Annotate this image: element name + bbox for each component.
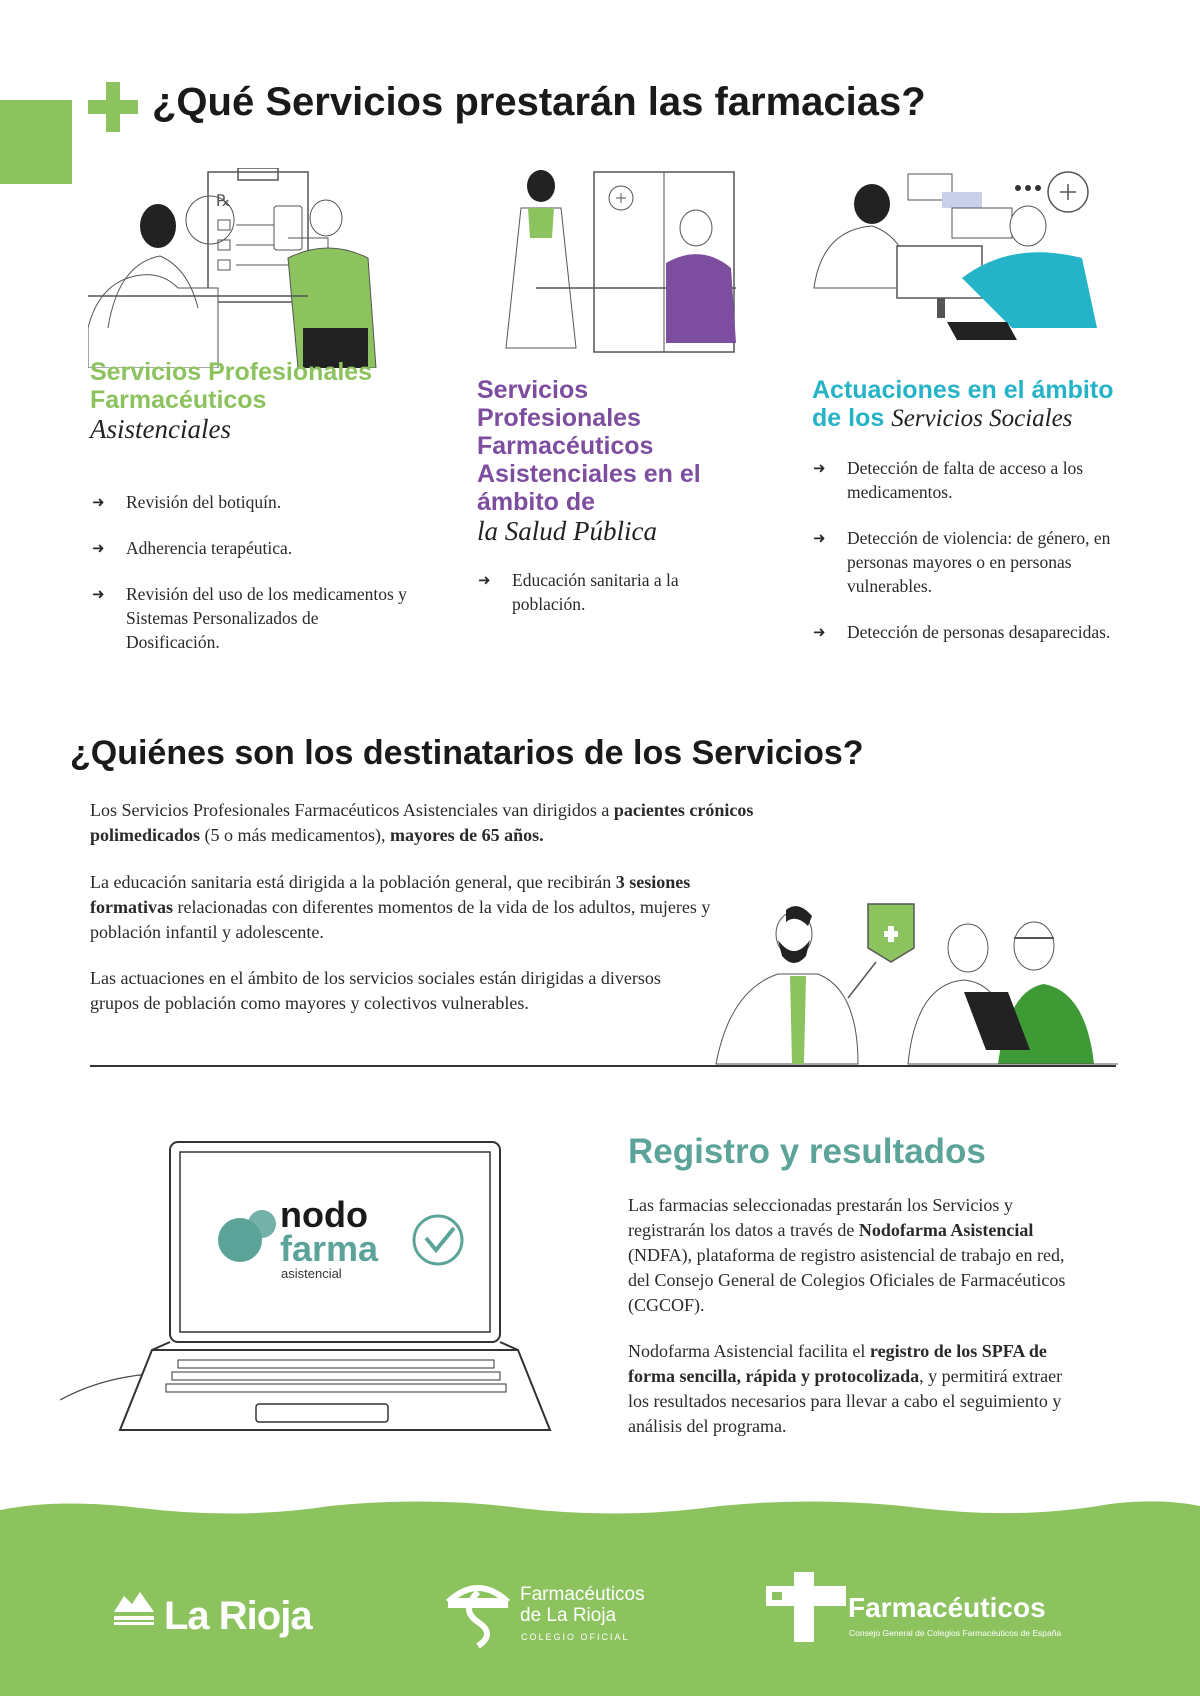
column-3-heading-bold: Actuaciones en el ámbito de los	[812, 376, 1114, 432]
arrow-icon: ➜	[92, 585, 105, 603]
recipients-title: ¿Quiénes son los destinatarios de los Servicios?	[70, 734, 864, 772]
column-3-heading-italic: Servicios Sociales	[891, 405, 1073, 432]
cgcof-emblem-icon	[766, 1572, 846, 1642]
section-divider	[90, 1065, 1116, 1067]
column-1-heading-bold: Servicios Profesionales Farmacéuticos	[90, 358, 373, 414]
column-1-list	[92, 490, 412, 676]
column-1-heading	[90, 358, 390, 444]
recipients-paragraph-1: Los Servicios Profesionales Farmacéuticos Asistenciales van dirigidos a pacientes crónicos polimedicados (5 o más medicamentos), mayores de 65 años.	[90, 800, 754, 845]
nodofarma-logo-line2: farma	[280, 1228, 379, 1269]
colegio-logo-line3: COLEGIO OFICIAL	[521, 1632, 630, 1642]
column-3-heading	[812, 376, 1142, 433]
list-item: ➜ Detección de violencia: de género, en personas mayores o en personas vulnerables.	[813, 528, 1111, 596]
arrow-icon: ➜	[92, 539, 105, 557]
colegio-logo-line1: Farmacéuticos	[520, 1584, 645, 1605]
arrow-icon: ➜	[813, 529, 826, 547]
registro-title: Registro y resultados	[628, 1132, 986, 1171]
laptop-illustration	[60, 1138, 560, 1438]
arrow-icon: ➜	[813, 459, 826, 477]
pharmacist-patient-illustration	[88, 168, 388, 368]
arrow-icon: ➜	[92, 493, 105, 511]
recipients-paragraph-2: La educación sanitaria está dirigida a la población general, que recibirán 3 sesiones formativas relacionadas con diferentes momentos de la vida de los adultos, mujeres y población infantil y adolescente.	[90, 872, 711, 942]
colegio-logo-line2: de La Rioja	[520, 1605, 617, 1626]
registro-paragraph-2: Nodofarma Asistencial facilita el registro de los SPFA de forma sencilla, rápida y protocolizada, y permitirá extraer los resultados necesarios para llevar a cabo el seguimiento y análisis del programa.	[628, 1341, 1063, 1436]
list-item: ➜ Revisión del uso de los medicamentos y Sistemas Personalizados de Dosificación.	[92, 584, 407, 652]
la-rioja-emblem-icon	[112, 1588, 156, 1628]
page-title: ¿Qué Servicios prestarán las farmacias?	[152, 80, 926, 124]
registro-paragraph-1: Las farmacias seleccionadas prestarán los Servicios y registrarán los datos a través de Nodofarma Asistencial (NDFA), plataforma de registro asistencial de trabajo en red, del Consejo General de Colegios Oficiales de Farmacéuticos (CGCOF).	[628, 1195, 1066, 1315]
arrow-icon: ➜	[478, 571, 491, 589]
public-health-illustration	[466, 168, 746, 358]
column-2-heading	[477, 376, 717, 546]
list-item: ➜ Educación sanitaria a la población.	[478, 570, 679, 614]
recipients-paragraph-3: Las actuaciones en el ámbito de los servicios sociales están dirigidas a diversos grupos de población como mayores y colectivos vulnerables.	[90, 968, 661, 1013]
column-1-heading-italic: Asistenciales	[90, 414, 231, 444]
column-2-heading-bold: Servicios Profesionales Farmacéuticos Asistenciales en el ámbito de	[477, 376, 701, 516]
list-item: ➜ Adherencia terapéutica.	[92, 538, 293, 558]
colegio-emblem-icon	[440, 1572, 516, 1648]
pharmacist-elderly-illustration	[708, 900, 1118, 1066]
cgcof-logo: Farmacéuticos	[848, 1592, 1046, 1623]
column-2-list	[478, 568, 718, 638]
cgcof-subtitle: Consejo General de Colegios Farmacéuticos de España	[849, 1628, 1062, 1638]
column-3-list	[813, 456, 1113, 666]
nodofarma-logo-line3: asistencial	[281, 1266, 342, 1281]
la-rioja-logo: La Rioja	[164, 1594, 312, 1638]
list-item: ➜ Detección de personas desaparecidas.	[813, 622, 1111, 642]
svg-text:℞: ℞	[216, 191, 231, 210]
nodofarma-logo-line1: nodo	[280, 1194, 368, 1235]
arrow-icon: ➜	[813, 623, 826, 641]
plus-icon	[88, 82, 138, 132]
corner-accent	[0, 100, 72, 184]
column-2-heading-italic: la Salud Pública	[477, 516, 657, 546]
list-item: ➜ Detección de falta de acceso a los medicamentos.	[813, 458, 1084, 502]
list-item: ➜ Revisión del botiquín.	[92, 492, 282, 512]
social-services-illustration	[812, 168, 1122, 358]
